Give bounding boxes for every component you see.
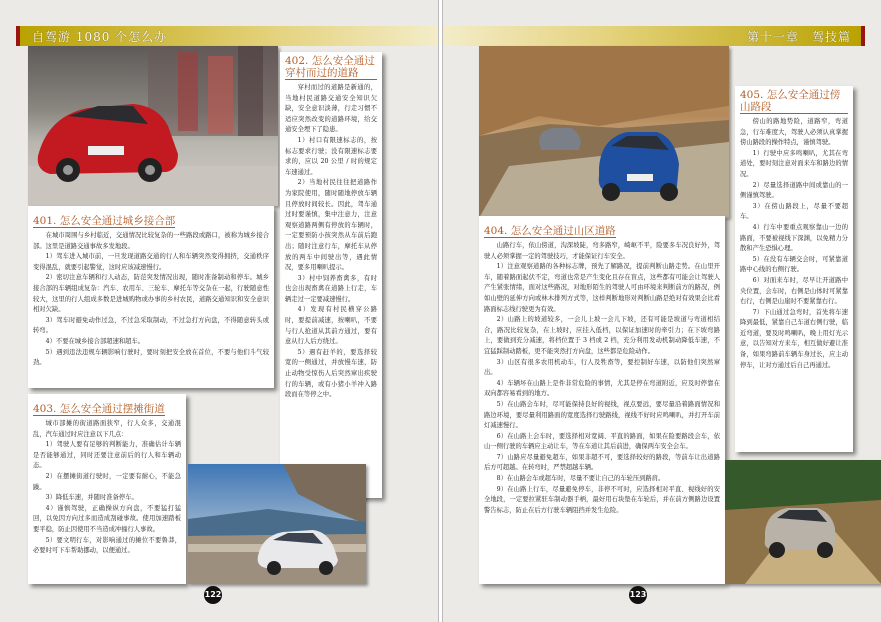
section-405-para: 1）行驶中应多鸣喇叭，尤其在弯道处，要时刻注意对面来车和路边的情况。 bbox=[740, 149, 848, 178]
section-402-card bbox=[280, 52, 382, 498]
section-401-para: 3）驾车时避免动作过急，不过急采取制动，不过急打方向盘，不得随意转头或转弯。 bbox=[33, 316, 269, 335]
section-403-para: 5）要文明行车，对影响通过的摊位不要鲁莽，必要时可下车帮助挪动，以便通过。 bbox=[33, 536, 181, 555]
red-car-street-photo bbox=[28, 46, 278, 206]
section-405-para: 傍山的路地势险，道路窄，弯道急，行车难度大，驾驶人必须认真掌握傍山路段的操作特点，谨慎驾驶。 bbox=[740, 118, 848, 147]
right-page-header bbox=[443, 26, 865, 46]
section-401-card bbox=[28, 206, 274, 388]
section-403-para: 4）谨慎驾驶，正确操纵方向盘，不要猛打猛回，以免因方向过多而造成刮碰事故。使用加速踏板要平稳，防止因使用不当造成冲撞行人事故。 bbox=[33, 504, 181, 533]
left-page-header bbox=[16, 26, 438, 46]
section-404-para: 5）在山路会车时，尽可能保持良好的视线，视点要远，要尽量沿着路面情况和路边环境，要尽量利用路面的宽度选择行驶路线，视线不好时应鸣喇叭，并打开车前灯减速慢行。 bbox=[484, 400, 720, 430]
section-402-para: 5）遇有赶羊的，要选择较宽的一侧通过，并放慢车速，防止动物受惊伤人后突然窜出疾驶行的车辆，或有小猪小羊冲入路段而在等停之中。 bbox=[285, 348, 377, 399]
right-page-number: 123 bbox=[629, 586, 647, 604]
section-405-para: 5）在没有车辆交会时，可紧靠道路中心线的右侧行驶。 bbox=[740, 255, 848, 274]
section-404-para: 3）山区有很多农用机动车，行人及牲畜等，要控制好车速，以防他们突然窜出。 bbox=[484, 358, 720, 377]
section-403-title: 403. 怎么安全通过摆摊街道 bbox=[33, 403, 165, 415]
section-402-para: 穿村而过的道路是新通的，当地村民道路交通安全知识欠缺，安全意识淡薄，行走习惯不适应突然改变的道路环境，给交通安全埋下了隐患。 bbox=[285, 84, 377, 134]
section-401-para: 5）遇到违法违规车辆影响行驶时，要时刻把安全放在首位，不要与他们斗气较劲。 bbox=[33, 348, 269, 367]
section-404-card bbox=[479, 216, 725, 584]
red-car-illustration bbox=[28, 46, 278, 206]
section-404-para: 8）在山路会车或超车时，尽量不要让自己的车轮压到路肩。 bbox=[496, 475, 665, 483]
section-404-para: 7）山路应尽量避免超车，如果非超不可，要选择较好的路段，等前车让出道路后方可超越。在转弯时，严禁超越车辆。 bbox=[484, 453, 720, 472]
left-page-number: 122 bbox=[204, 586, 222, 604]
section-401-para: 1）驾车进入城市前，一旦发现道路交通的行人和车辆突然变得拥挤，交通秩序变得混乱，就要引起警觉，这时应该减速慢行。 bbox=[33, 253, 269, 271]
right-page bbox=[443, 0, 881, 622]
section-402-title: 402. 怎么安全通过穿村而过的道路 bbox=[285, 55, 377, 80]
section-403-para: 2）在摆摊街道行驶时，一定要有耐心，不能急躁。 bbox=[33, 472, 181, 491]
section-404-para: 山路行车，依山傍道，沟深坡陡，弯多路窄，崎岖不平，险要多车况良好外，驾驶人必须掌握一定的驾驶技巧，才能保证行车安全。 bbox=[484, 242, 720, 260]
section-404-para: 2）山路上的坡道较多，一会儿上坡一会儿下坡，还有可能是坡道与弯道相结合，路况比较复杂，在上坡时，应挂入低档，以保证加速时的牵引力；在下坡弯路上，要做到充分减速，将档位置于 3 档或 2 档，充分利用发动机制动降低车速，不宜猛踩制动踏板，更不能突然打方向盘，这些都是危险动作。 bbox=[484, 316, 720, 355]
section-404-para: 9）在山路上行车，尽量避免停车，非停不可时，应选择相对平直、视线好的安全地段，一定要拉紧驻车制动器手柄，最好用石块垫在车轮后，并在前方侧路边设置警告标志，防止在后方行驶车辆阻挡并发生危险。 bbox=[484, 485, 720, 514]
section-401-para: 4）不要在城乡接合部超速和超车。 bbox=[45, 337, 145, 345]
section-404-para: 4）车辆坏在山路上是件非常危险的事情，尤其是停在弯道附近，应及时停靠在双向都容易看到的地方。 bbox=[484, 379, 720, 398]
section-405-para: 2）尽量选择道路中间或靠山的一侧谨慎驾驶。 bbox=[740, 181, 848, 200]
section-403-para: 1）驾驶人要有足够的判断能力，准确估计车辆是否能够通过，同时还要注意前后的行人和车辆动态。 bbox=[33, 441, 181, 470]
section-401-para: 2）密切注意车辆和行人动态，防范突发情况出现，随时准备制动和停车。城乡接合部的车辆组成复杂：汽车、农用车、三轮车、摩托车等交杂在一起，行驶随意性较大，这里的行人组成多数是进城购物或办事的乡村农民，道路交通知识和安全意识相对欠缺。 bbox=[33, 274, 269, 314]
section-401-para: 在城市周围与乡村临近，交通情况比较复杂的一些路段或路口，被称为城乡接合部。这里是道路交通事故多发地段。 bbox=[33, 232, 269, 250]
mountain-car-illustration bbox=[479, 46, 729, 218]
section-405-para: 3）在傍山路段上，尽量不要超车。 bbox=[740, 202, 848, 221]
coastal-road-white-car-photo bbox=[188, 464, 366, 584]
section-402-para: 1）村口有限速标志的，按标志要求行驶；没有限速标志要求的，应以 20 公里 / 时的规定车速通过。 bbox=[285, 136, 377, 176]
section-405-card bbox=[735, 86, 853, 452]
section-404-title: 404. 怎么安全通过山区道路 bbox=[484, 225, 616, 237]
section-405-para: 4）行车中要重点观察靠山一边的路面，不要被视线下深渊，以免精力分散和产生恐惧心理。 bbox=[740, 223, 848, 253]
right-header-text: 第十一章 驾技篇 bbox=[746, 30, 851, 44]
left-page bbox=[0, 0, 438, 622]
dirt-road-suv-photo bbox=[725, 460, 881, 584]
section-403-para: 城市部摊的街道路面狭窄，行人众多，交通混乱，汽车通过时应注意以下几点： bbox=[33, 420, 181, 438]
section-405-title: 405. 怎么安全通过傍山路段 bbox=[740, 89, 848, 114]
left-header-text: 自驾游 1080 个怎么办 bbox=[32, 30, 168, 44]
section-401-title: 401. 怎么安全通过城乡接合部 bbox=[33, 215, 176, 227]
section-402-para: 3）村中饲养畜禽多，有时也会出现畜禽在道路上行走，车辆走过一定要减速慢行。 bbox=[285, 274, 377, 303]
section-403-para: 3）降低车速，并随时准备停车。 bbox=[45, 494, 138, 502]
section-405-para: 6）对面来车时，尽早让开道路中央位置，会车时，右侧是山体时可紧靠右行，右侧是山崖时不要紧靠右行。 bbox=[740, 276, 848, 306]
section-403-card bbox=[28, 394, 186, 584]
coastal-car-illustration bbox=[188, 464, 366, 584]
section-402-para: 4）发现有村民横穿公路时，要提前减速，按喇叭，不要与行人抢道从其前方通过，要有意从行人后方绕过。 bbox=[285, 306, 377, 346]
section-402-para: 2）当地村民往往把道路作为家院使用，随时随地停放车辆且停放时间较长。因此，驾车通过时要谨慎，集中注意力，注意观察道路两侧有停放的车辆时，一定要预防小孩突然从车前后跑出；随时注意行车，摩托车从停放的两车中间驶出等，遇此情况，要多用喇叭提示。 bbox=[285, 179, 377, 272]
section-405-para: 7）下山通过急弯时，首先将车速降到最低，紧靠自己车道右侧行驶，临近弯道，要及时鸣喇叭，晚上用灯光示意，以告知对方来车，相互做好避让准备，如果弯路前车辆车身过长，应主动停车，让对方通过后自己再通过。 bbox=[740, 308, 848, 369]
mountain-road-blue-car-photo bbox=[479, 46, 729, 218]
section-404-para: 1）注意观察道路的各种标志牌，预先了解路况，提前判断山路走势。在山里开车，随着路面起伏不定，弯道也常是产生变化且存在盲点，这些都有可能会让驾驶人产生紧张情绪，面对这些路况，对地形陌生的驾驶人可由环境来判断前方的路况，例如山壁的延伸方向或林木排列方式等，这样判断地形对判断山路是绝对有效果会比看路面标志线行驶更为有效。 bbox=[484, 263, 720, 313]
suv-illustration bbox=[725, 460, 881, 584]
section-404-para: 6）在山路上会车时，要选择相对宽阔、平直的路面，如果在险要路段会车，依山一侧行驶的车辆应主动让车，等在车道让其后前进，确保两车安全会车。 bbox=[484, 432, 720, 451]
